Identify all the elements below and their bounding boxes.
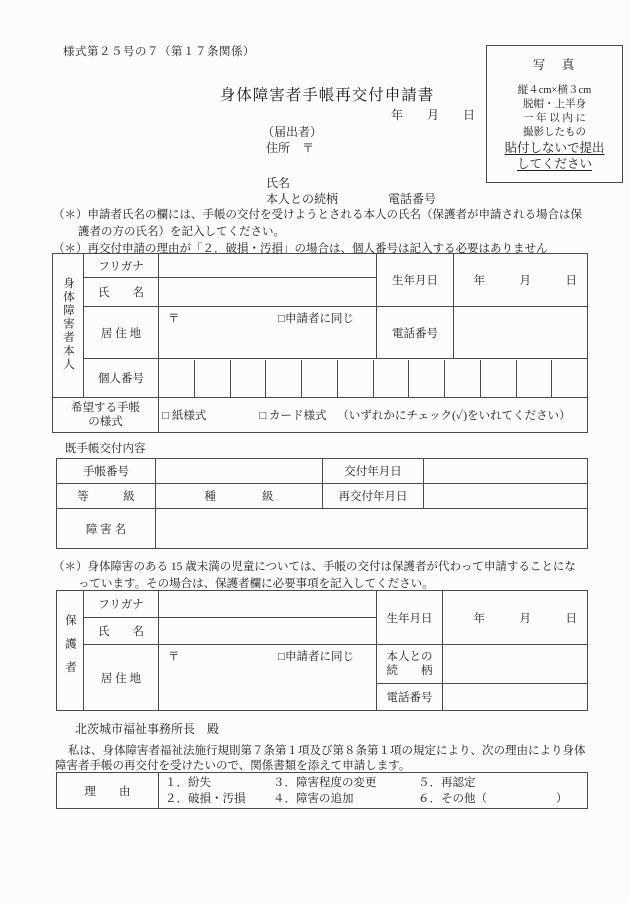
reissue-date-input-cell[interactable]: [424, 484, 588, 509]
personal-number-digit-cell[interactable]: [481, 360, 517, 397]
guardian-same-as-applicant-checkbox[interactable]: □申請者に同じ: [278, 651, 354, 663]
personal-number-digit-cell[interactable]: [159, 360, 195, 397]
person-same-as-applicant-checkbox[interactable]: □申請者に同じ: [278, 313, 354, 325]
person-side-label: 身体障害者本人: [53, 254, 84, 398]
reason-table: [56, 772, 588, 809]
disability-name-label: 障 害 名: [57, 509, 156, 549]
photo-warning-line1: 貼付しないで提出: [504, 141, 605, 155]
person-phone-input-cell[interactable]: [454, 307, 588, 359]
personal-number-label: 個人番号: [84, 359, 159, 398]
reason-option-degree-change[interactable]: ３．障害程度の変更: [273, 776, 377, 789]
person-furigana-input-cell[interactable]: [159, 254, 377, 278]
reissue-date-label: 再交付年月日: [323, 484, 424, 509]
guardian-phone-label: 電話番号: [377, 684, 443, 711]
personal-number-digit-cell[interactable]: [231, 360, 267, 397]
photo-note-size: 縦４cm×横３cm: [517, 85, 592, 96]
photo-note-style: 脱帽・上半身: [523, 99, 586, 110]
note-guardian-line2: っています。その場合は、保護者欄に必要事項を記入してください。: [78, 578, 434, 590]
form-number: 様式第２５号の７（第１７条関係）: [63, 46, 255, 58]
booklet-format-label: 希望する手帳 の様式: [53, 398, 159, 433]
card-format-checkbox[interactable]: □ カード様式: [259, 410, 327, 422]
statement-line2: 障害者手帳の再交付を受けたいので、関係書類を添えて申請します。: [55, 760, 411, 772]
personal-number-digit-cell[interactable]: [302, 360, 338, 397]
personal-number-digit-cell[interactable]: [409, 360, 445, 397]
issue-date-input-cell[interactable]: [424, 459, 588, 484]
paper-format-checkbox[interactable]: □ 紙様式: [162, 410, 207, 422]
addressee-line: 北茨城市福祉事務所長 殿: [75, 722, 220, 736]
applicant-person-table: [52, 253, 588, 433]
note-personal-number: （＊）再交付申請の理由が「２．破損・汚損」の場合は、個人番号は記入する必要はありません: [53, 243, 548, 255]
photo-box: [486, 45, 623, 183]
guardian-address-input-cell[interactable]: [159, 645, 377, 711]
guardian-relation-label: 本人との 続 柄: [377, 645, 443, 684]
applicant-phone-label: 電話番号: [388, 192, 437, 206]
booklet-format-options: [159, 398, 588, 433]
personal-number-digit-cell[interactable]: [338, 360, 374, 397]
guardian-name-label: 氏 名: [84, 618, 159, 645]
person-furigana-label: フリガナ: [84, 254, 159, 278]
person-name-input-cell[interactable]: [159, 278, 377, 307]
note-guardian-line1: （＊）身体障害のある 15 歳未満の児童については、手帳の交付は保護者が代わって申請することにな: [53, 561, 576, 573]
note-applicant-name-line1: （＊）申請者氏名の欄には、手帳の交付を受けようとされる本人の氏名（保護者が申請される場合は保: [53, 209, 582, 221]
guardian-phone-input-cell[interactable]: [443, 684, 588, 711]
postal-mark: 〒: [168, 313, 180, 325]
booklet-number-input-cell[interactable]: [156, 459, 323, 484]
grade-input-cell[interactable]: 種 級: [156, 484, 323, 509]
guardian-side-label: 保護者: [57, 591, 84, 711]
reason-option-recertification[interactable]: ５．再認定: [418, 776, 476, 789]
guardian-table: [56, 590, 588, 711]
photo-note-recency: 一 年 以 内 に: [523, 113, 586, 124]
guardian-furigana-input-cell[interactable]: [159, 591, 377, 618]
reason-option-other[interactable]: ６．その他（ ）: [418, 792, 568, 805]
reason-option-lost[interactable]: １．紛失: [165, 776, 211, 789]
person-address-input-cell[interactable]: [159, 307, 377, 359]
photo-box-title: 写 真: [532, 58, 577, 72]
guardian-furigana-label: フリガナ: [84, 591, 159, 618]
guardian-birthdate-label: 生年月日: [377, 591, 443, 645]
person-name-label: 氏 名: [84, 278, 159, 307]
reason-option-disability-added[interactable]: ４．障害の追加: [273, 792, 354, 805]
person-birthdate-input-cell[interactable]: 年 月 日: [454, 254, 588, 307]
guardian-address-label: 居 住 地: [84, 645, 159, 711]
personal-number-digit-cell[interactable]: [517, 360, 553, 397]
disability-name-input-cell[interactable]: [156, 509, 588, 549]
postal-mark: 〒: [168, 651, 180, 663]
existing-booklet-heading: 既手帳交付内容: [65, 443, 146, 455]
format-check-instruction: （いずれかにチェック(✓)をいれてください）: [337, 410, 571, 422]
applicant-section-label: （届出者）: [262, 125, 323, 139]
applicant-address-label: 住所 〒: [266, 141, 315, 155]
header-date-line: 年 月 日: [391, 108, 476, 122]
applicant-name-label: 氏名: [266, 176, 291, 190]
grade-label: 等 級: [57, 484, 156, 509]
person-address-label: 居 住 地: [84, 307, 159, 359]
photo-note-taken: 撮影したもの: [523, 127, 586, 138]
personal-number-digit-cell[interactable]: [445, 360, 481, 397]
personal-number-digit-cell[interactable]: [552, 360, 587, 397]
guardian-relation-input-cell[interactable]: [443, 645, 588, 684]
reason-options: [159, 773, 588, 809]
personal-number-digit-cell[interactable]: [266, 360, 302, 397]
booklet-number-label: 手帳番号: [57, 459, 156, 484]
issue-date-label: 交付年月日: [323, 459, 424, 484]
note-applicant-name-line2: 護者の方の氏名）を記入してください。: [78, 226, 285, 238]
person-birthdate-label: 生年月日: [377, 254, 454, 307]
photo-warning-line2: してください: [516, 157, 592, 171]
page-title: 身体障害者手帳再交付申請書: [219, 87, 435, 104]
applicant-relation-label: 本人との続柄: [266, 192, 339, 206]
person-phone-label: 電話番号: [377, 307, 454, 359]
statement-line1: 私は、身体障害者福祉法施行規則第７条第１項及び第８条第１項の規定により、次の理由により身体: [68, 745, 586, 757]
guardian-name-input-cell[interactable]: [159, 618, 377, 645]
existing-booklet-table: [56, 458, 588, 549]
personal-number-digit-cell[interactable]: [195, 360, 231, 397]
reason-option-damaged[interactable]: ２．破損・汚損: [165, 792, 246, 805]
personal-number-digit-cell[interactable]: [374, 360, 410, 397]
personal-number-cells: [159, 359, 588, 398]
guardian-birthdate-input-cell[interactable]: 年 月 日: [443, 591, 588, 645]
reason-label: 理 由: [57, 773, 159, 809]
